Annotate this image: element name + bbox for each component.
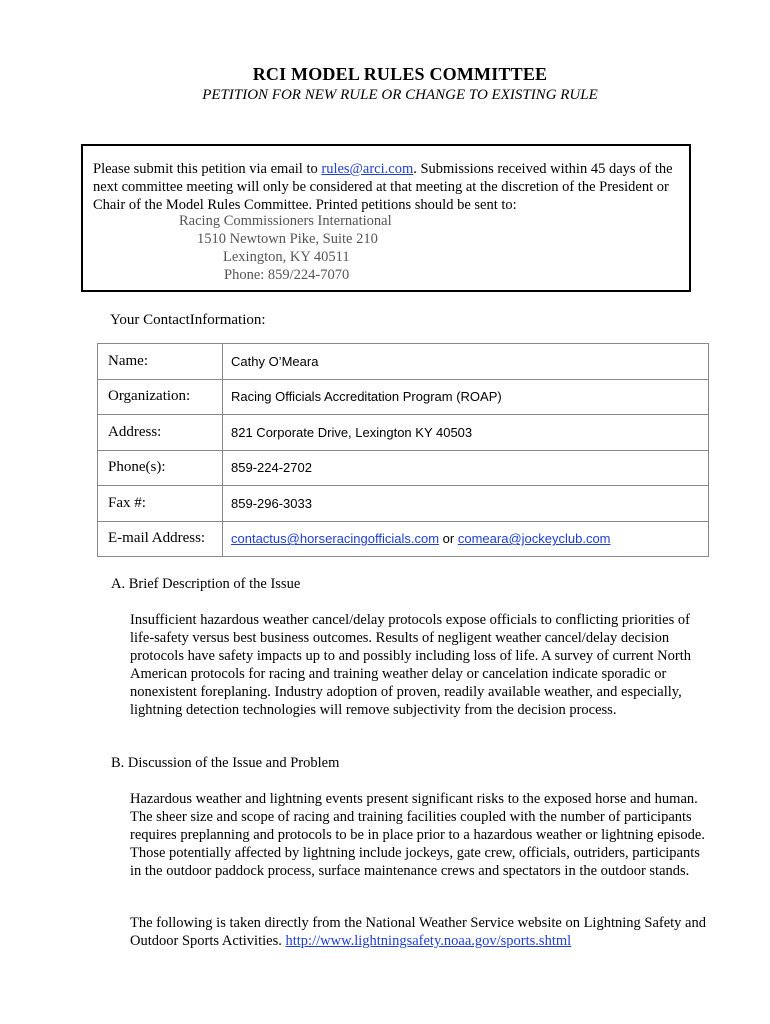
email-label: E-mail Address: — [98, 521, 223, 557]
address-label: Address: — [98, 415, 223, 451]
organization-value: Racing Officials Accreditation Program (ROAP) — [223, 379, 709, 415]
email-link-primary[interactable]: contactus@horseracingofficials.com — [231, 531, 440, 547]
table-row — [98, 521, 709, 557]
phone-value: 859-224-2702 — [223, 450, 709, 486]
document-subtitle: PETITION FOR NEW RULE OR CHANGE TO EXISTING RULE — [202, 87, 598, 103]
table-row — [98, 415, 709, 451]
notice-text: Please submit this petition via email to rules@arci.com. Submissions received within 45 days of the next committee meeting will only be considered at that meeting at the discretion of the President or Chair of the Model Rules Committee. Printed petitions should be sent to: — [93, 161, 673, 213]
address-value: 821 Corporate Drive, Lexington KY 40503 — [223, 415, 709, 451]
email-link-secondary[interactable]: comeara@jockeyclub.com — [457, 531, 611, 547]
email-value — [223, 521, 709, 557]
name-label: Name: — [98, 344, 223, 380]
section-b-followup — [130, 914, 710, 950]
followup-text: The following is taken directly from the National Weather Service website on Lightning Safety and Outdoor Sports Activities. — [130, 915, 706, 949]
contact-heading: Your ContactInformation: — [110, 312, 266, 328]
contact-table — [97, 343, 709, 557]
table-row — [98, 344, 709, 380]
fax-value: 859-296-3033 — [223, 486, 709, 522]
address-org: Racing Commissioners International — [179, 213, 392, 229]
document-title: RCI MODEL RULES COMMITTEE — [252, 64, 548, 84]
phone-label: Phone(s): — [98, 450, 223, 486]
section-a-heading: A. Brief Description of the Issue — [111, 576, 301, 592]
table-row — [98, 486, 709, 522]
table-row — [98, 379, 709, 415]
rules-email-link[interactable]: rules@arci.com — [321, 161, 414, 177]
fax-label: Fax #: — [98, 486, 223, 522]
submission-notice-box — [81, 144, 691, 292]
address-city: Lexington, KY 40511 — [223, 249, 350, 265]
section-b-body: Hazardous weather and lightning events present significant risks to the exposed horse and human. The sheer size and scope of racing and training facilities coupled with the number of participants requires preplanning and protocols to be in place prior to a hazardous weather or lightning episode. Those potentially affected by lightning include jockeys, gate crew, officials, outriders, participants in the outdoor paddock process, surface maintenance crews and spectators in the outdoor stands. — [130, 791, 705, 879]
table-row — [98, 450, 709, 486]
name-value: Cathy O’Meara — [223, 344, 709, 380]
section-a-body: Insufficient hazardous weather cancel/delay protocols expose officials to conflicting priorities of life-safety versus best business outcomes. Results of negligent weather cancel/delay decision protocols have safety impacts up to and possibly including loss of life. A survey of current North American protocols for racing and training weather delay or cancelation indicate sporadic or nonexistent foreplaning. Industry adoption of proven, readily available weather, and especially, lightning detection technologies will remove subjectivity from the decision process. — [130, 612, 691, 718]
section-b-heading: B. Discussion of the Issue and Problem — [111, 755, 340, 771]
organization-label: Organization: — [98, 379, 223, 415]
noaa-link[interactable]: http://www.lightningsafety.noaa.gov/sports.shtml — [285, 933, 572, 949]
address-street: 1510 Newtown Pike, Suite 210 — [197, 231, 378, 247]
address-phone: Phone: 859/224-7070 — [224, 267, 350, 283]
email-or: or — [439, 531, 458, 547]
